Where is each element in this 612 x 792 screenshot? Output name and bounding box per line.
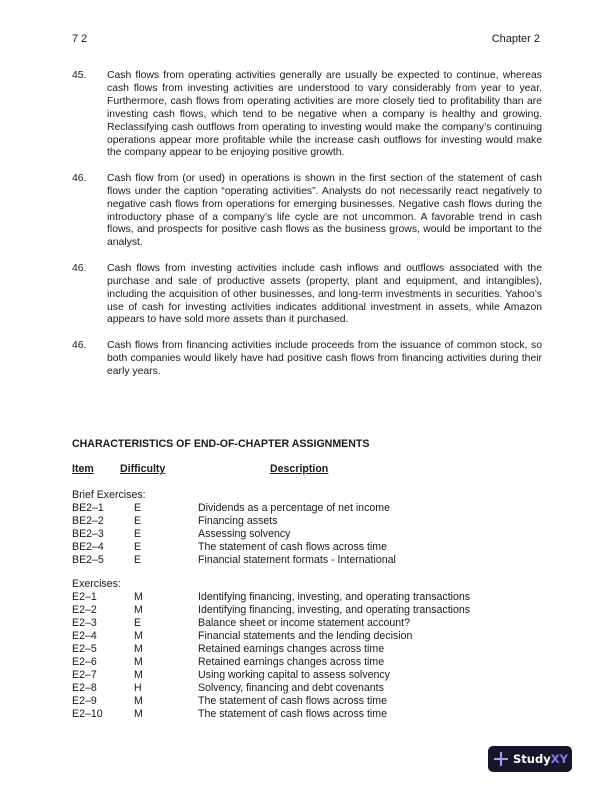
description: Dividends as a percentage of net income: [198, 502, 390, 514]
description: Financial statement formats - International: [198, 554, 396, 566]
difficulty: H: [134, 682, 142, 694]
description: Solvency, financing and debt covenants: [198, 682, 384, 694]
answer-text: Cash flows from investing activities include cash inflows and outflows associated with the purchase and sale of productive assets (property, plant and equipment, and intangibles), including the acquisition of other businesses, and long-term investments in securities. Yahoo’s use of cash for investing activities indicates additional investment in assets, while Amazon appears to have sold more assets than it purchased.: [107, 262, 542, 326]
plus-icon: [494, 752, 508, 766]
description: Financing assets: [198, 515, 278, 527]
difficulty: E: [134, 502, 142, 514]
brand-text: Study: [513, 752, 551, 766]
chapter-label: Chapter 2: [491, 33, 540, 45]
answer-item: [72, 70, 542, 160]
table-row: [72, 656, 542, 669]
column-header-difficulty: Difficulty: [120, 463, 166, 475]
description: Balance sheet or income statement account?: [198, 617, 410, 629]
table-row: [72, 528, 542, 541]
description: The statement of cash flows across time: [198, 695, 387, 707]
brand-name: [513, 752, 568, 766]
difficulty: M: [134, 630, 143, 642]
item-id: E2–1: [72, 591, 97, 603]
answer-text: Cash flow from (or used) in operations is shown in the first section of the statement of cash flows under the caption “operating activities”. Analysts do not necessarily react negatively to negative cash flows from operations for emerging businesses. Negative cash flows during the introductory phase of a company’s life cycle are not uncommon. A favorable trend in cash flows, and prospects for positive cash flows as the business grows, would be important to the analyst.: [107, 172, 542, 249]
table-row: [72, 617, 542, 630]
answer-item: [72, 173, 542, 250]
description: Retained earnings changes across time: [198, 643, 385, 655]
description: Identifying financing, investing, and operating transactions: [198, 591, 471, 603]
item-id: BE2–1: [72, 502, 104, 514]
column-header-item: Item: [72, 463, 94, 475]
studyxy-watermark-badge[interactable]: [488, 746, 572, 772]
table-row: [72, 591, 542, 604]
answer-number: 45.: [72, 70, 87, 81]
section-title: CHARACTERISTICS OF END-OF-CHAPTER ASSIGNMENTS: [72, 438, 370, 450]
table-row: [72, 669, 542, 682]
difficulty: E: [134, 554, 142, 566]
description: Financial statements and the lending decision: [198, 630, 413, 642]
difficulty: M: [134, 591, 143, 603]
item-id: BE2–3: [72, 528, 104, 540]
table-row: [72, 554, 542, 567]
item-id: E2–6: [72, 656, 97, 668]
description: The statement of cash flows across time: [198, 708, 387, 720]
item-id: E2–5: [72, 643, 97, 655]
difficulty: E: [134, 528, 142, 540]
table-row: [72, 502, 542, 515]
item-id: E2–7: [72, 669, 97, 681]
difficulty: E: [134, 541, 142, 553]
difficulty: M: [134, 604, 143, 616]
table-row: [72, 682, 542, 695]
answer-item: [72, 340, 542, 379]
column-header-description: Description: [270, 463, 329, 475]
page-number: 7 2: [72, 33, 88, 45]
item-id: BE2–5: [72, 554, 104, 566]
table-row: [72, 695, 542, 708]
description: Using working capital to assess solvency: [198, 669, 390, 681]
brand-accent-text: XY: [550, 752, 568, 766]
description: Retained earnings changes across time: [198, 656, 385, 668]
answer-number: 46.: [72, 262, 87, 274]
description: Assessing solvency: [198, 528, 291, 540]
answer-number: 46.: [72, 339, 87, 351]
answer-text: Cash flows from operating activities generally are usually be expected to continue, whereas cash flows from investing activities are understood to vary considerably from year to year. Furthermore, cash flows from operating activities are more closely tied to profitability than are investing cash flows, which tend to be negative when a company is healthy and growing. Reclassifying cash outflows from operating to investing would make the company’s continuing operations appear more profitable while the increase cash outflows for investing would make the company appear to be enjoying positive growth.: [107, 70, 542, 159]
table-row: [72, 643, 542, 656]
answer-number: 46.: [72, 172, 87, 184]
item-id: E2–9: [72, 695, 97, 707]
table-row: [72, 708, 542, 721]
difficulty: M: [134, 669, 143, 681]
item-id: E2–8: [72, 682, 97, 694]
answer-text: Cash flows from financing activities include proceeds from the issuance of common stock, so both companies would likely have had positive cash flows from financing activities during their early years.: [107, 339, 542, 377]
item-id: E2–3: [72, 617, 97, 629]
answer-item: [72, 263, 542, 328]
description: The statement of cash flows across time: [198, 541, 387, 553]
table-row: [72, 604, 542, 617]
exercises-label: Exercises:: [72, 578, 121, 590]
item-id: E2–10: [72, 708, 103, 720]
difficulty: E: [134, 617, 142, 629]
description: Identifying financing, investing, and operating transactions: [198, 604, 471, 616]
item-id: E2–2: [72, 604, 97, 616]
difficulty: M: [134, 695, 143, 707]
difficulty: M: [134, 643, 143, 655]
difficulty: E: [134, 515, 142, 527]
item-id: BE2–2: [72, 515, 104, 527]
brief-exercises-label: Brief Exercises:: [72, 489, 146, 501]
difficulty: M: [134, 656, 143, 668]
item-id: BE2–4: [72, 541, 104, 553]
difficulty: M: [134, 708, 143, 720]
answers-section: [72, 70, 542, 391]
table-row: [72, 630, 542, 643]
item-id: E2–4: [72, 630, 97, 642]
table-row: [72, 515, 542, 528]
table-row: [72, 541, 542, 554]
